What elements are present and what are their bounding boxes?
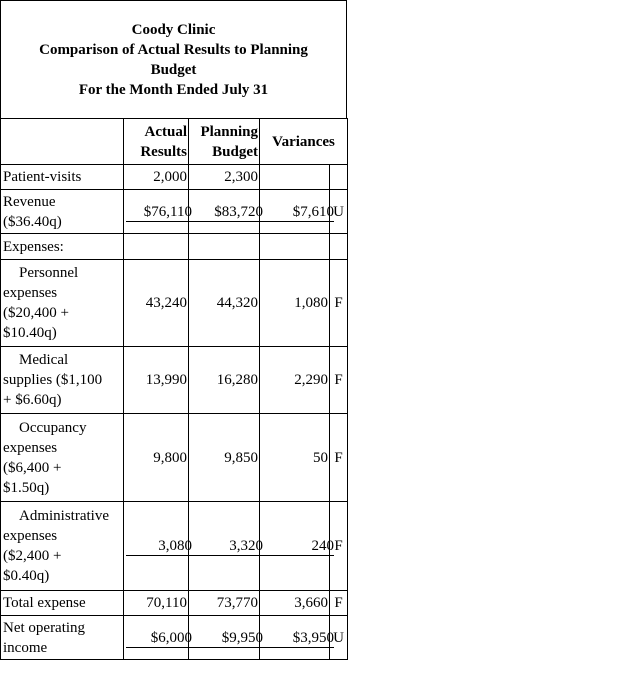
report-title-line-2: Budget bbox=[150, 62, 197, 78]
report-title-line-1: Comparison of Actual Results to Planning bbox=[39, 42, 308, 58]
variance-value: 50 bbox=[260, 414, 330, 502]
table-row-personnel bbox=[1, 260, 348, 347]
actual-value: $76,110 bbox=[124, 190, 189, 234]
row-label: Personnel expenses ($20,400 + $10.40q) bbox=[1, 260, 124, 347]
row-label: Occupancy expenses ($6,400 + $1.50q) bbox=[1, 414, 124, 502]
company-name: Coody Clinic bbox=[131, 22, 216, 38]
variance-value: 240 bbox=[260, 502, 330, 591]
header-blank bbox=[1, 119, 124, 165]
variance-value: $3,950 bbox=[260, 616, 330, 660]
planning-value: 44,320 bbox=[189, 260, 260, 347]
variance-value: 2,290 bbox=[260, 347, 330, 414]
report-header bbox=[0, 0, 347, 118]
planning-value: $83,720 bbox=[189, 190, 260, 234]
variance-flag: F bbox=[330, 591, 348, 616]
planning-value: 3,320 bbox=[189, 502, 260, 591]
header-variances: Variances bbox=[260, 119, 348, 165]
actual-value: 3,080 bbox=[124, 502, 189, 591]
row-label: Patient-visits bbox=[1, 165, 124, 190]
actual-value: $6,000 bbox=[124, 616, 189, 660]
planning-value: $9,950 bbox=[189, 616, 260, 660]
variance-flag: F bbox=[330, 414, 348, 502]
report-period: For the Month Ended July 31 bbox=[78, 82, 269, 98]
variance-value: 3,660 bbox=[260, 591, 330, 616]
table-row-expenses-heading bbox=[1, 234, 348, 260]
actual-value: 2,000 bbox=[124, 165, 189, 190]
variance-flag: F bbox=[330, 502, 348, 591]
row-label: Total expense bbox=[1, 591, 124, 616]
planning-value: 9,850 bbox=[189, 414, 260, 502]
actual-value: 13,990 bbox=[124, 347, 189, 414]
actual-value: 43,240 bbox=[124, 260, 189, 347]
variance-flag: U bbox=[330, 190, 348, 234]
actual-value: 70,110 bbox=[124, 591, 189, 616]
variance-flag bbox=[330, 165, 348, 190]
table-row-occupancy bbox=[1, 414, 348, 502]
row-label: Net operating income bbox=[1, 616, 124, 660]
table-row-patient-visits bbox=[1, 165, 348, 190]
header-actual-results: Actual Results bbox=[124, 119, 189, 165]
table-row-net-operating-income bbox=[1, 616, 348, 660]
planning-value: 2,300 bbox=[189, 165, 260, 190]
header-row bbox=[1, 119, 348, 165]
row-label: Revenue ($36.40q) bbox=[1, 190, 124, 234]
header-planning-budget: Planning Budget bbox=[189, 119, 260, 165]
variance-value: $7,610 bbox=[260, 190, 330, 234]
table-row-medical-supplies bbox=[1, 347, 348, 414]
variance-flag: F bbox=[330, 347, 348, 414]
row-label: Administrative expenses ($2,400 + $0.40q) bbox=[1, 502, 124, 591]
table-row-administrative bbox=[1, 502, 348, 591]
table-row-revenue bbox=[1, 190, 348, 234]
variance-table bbox=[0, 118, 348, 660]
row-label: Expenses: bbox=[1, 234, 124, 260]
row-label: Medical supplies ($1,100 + $6.60q) bbox=[1, 347, 124, 414]
planning-value: 73,770 bbox=[189, 591, 260, 616]
variance-flag: F bbox=[330, 260, 348, 347]
variance-flag: U bbox=[330, 616, 348, 660]
planning-value: 16,280 bbox=[189, 347, 260, 414]
table-row-total-expense bbox=[1, 591, 348, 616]
variance-value bbox=[260, 165, 330, 190]
variance-value: 1,080 bbox=[260, 260, 330, 347]
actual-value: 9,800 bbox=[124, 414, 189, 502]
